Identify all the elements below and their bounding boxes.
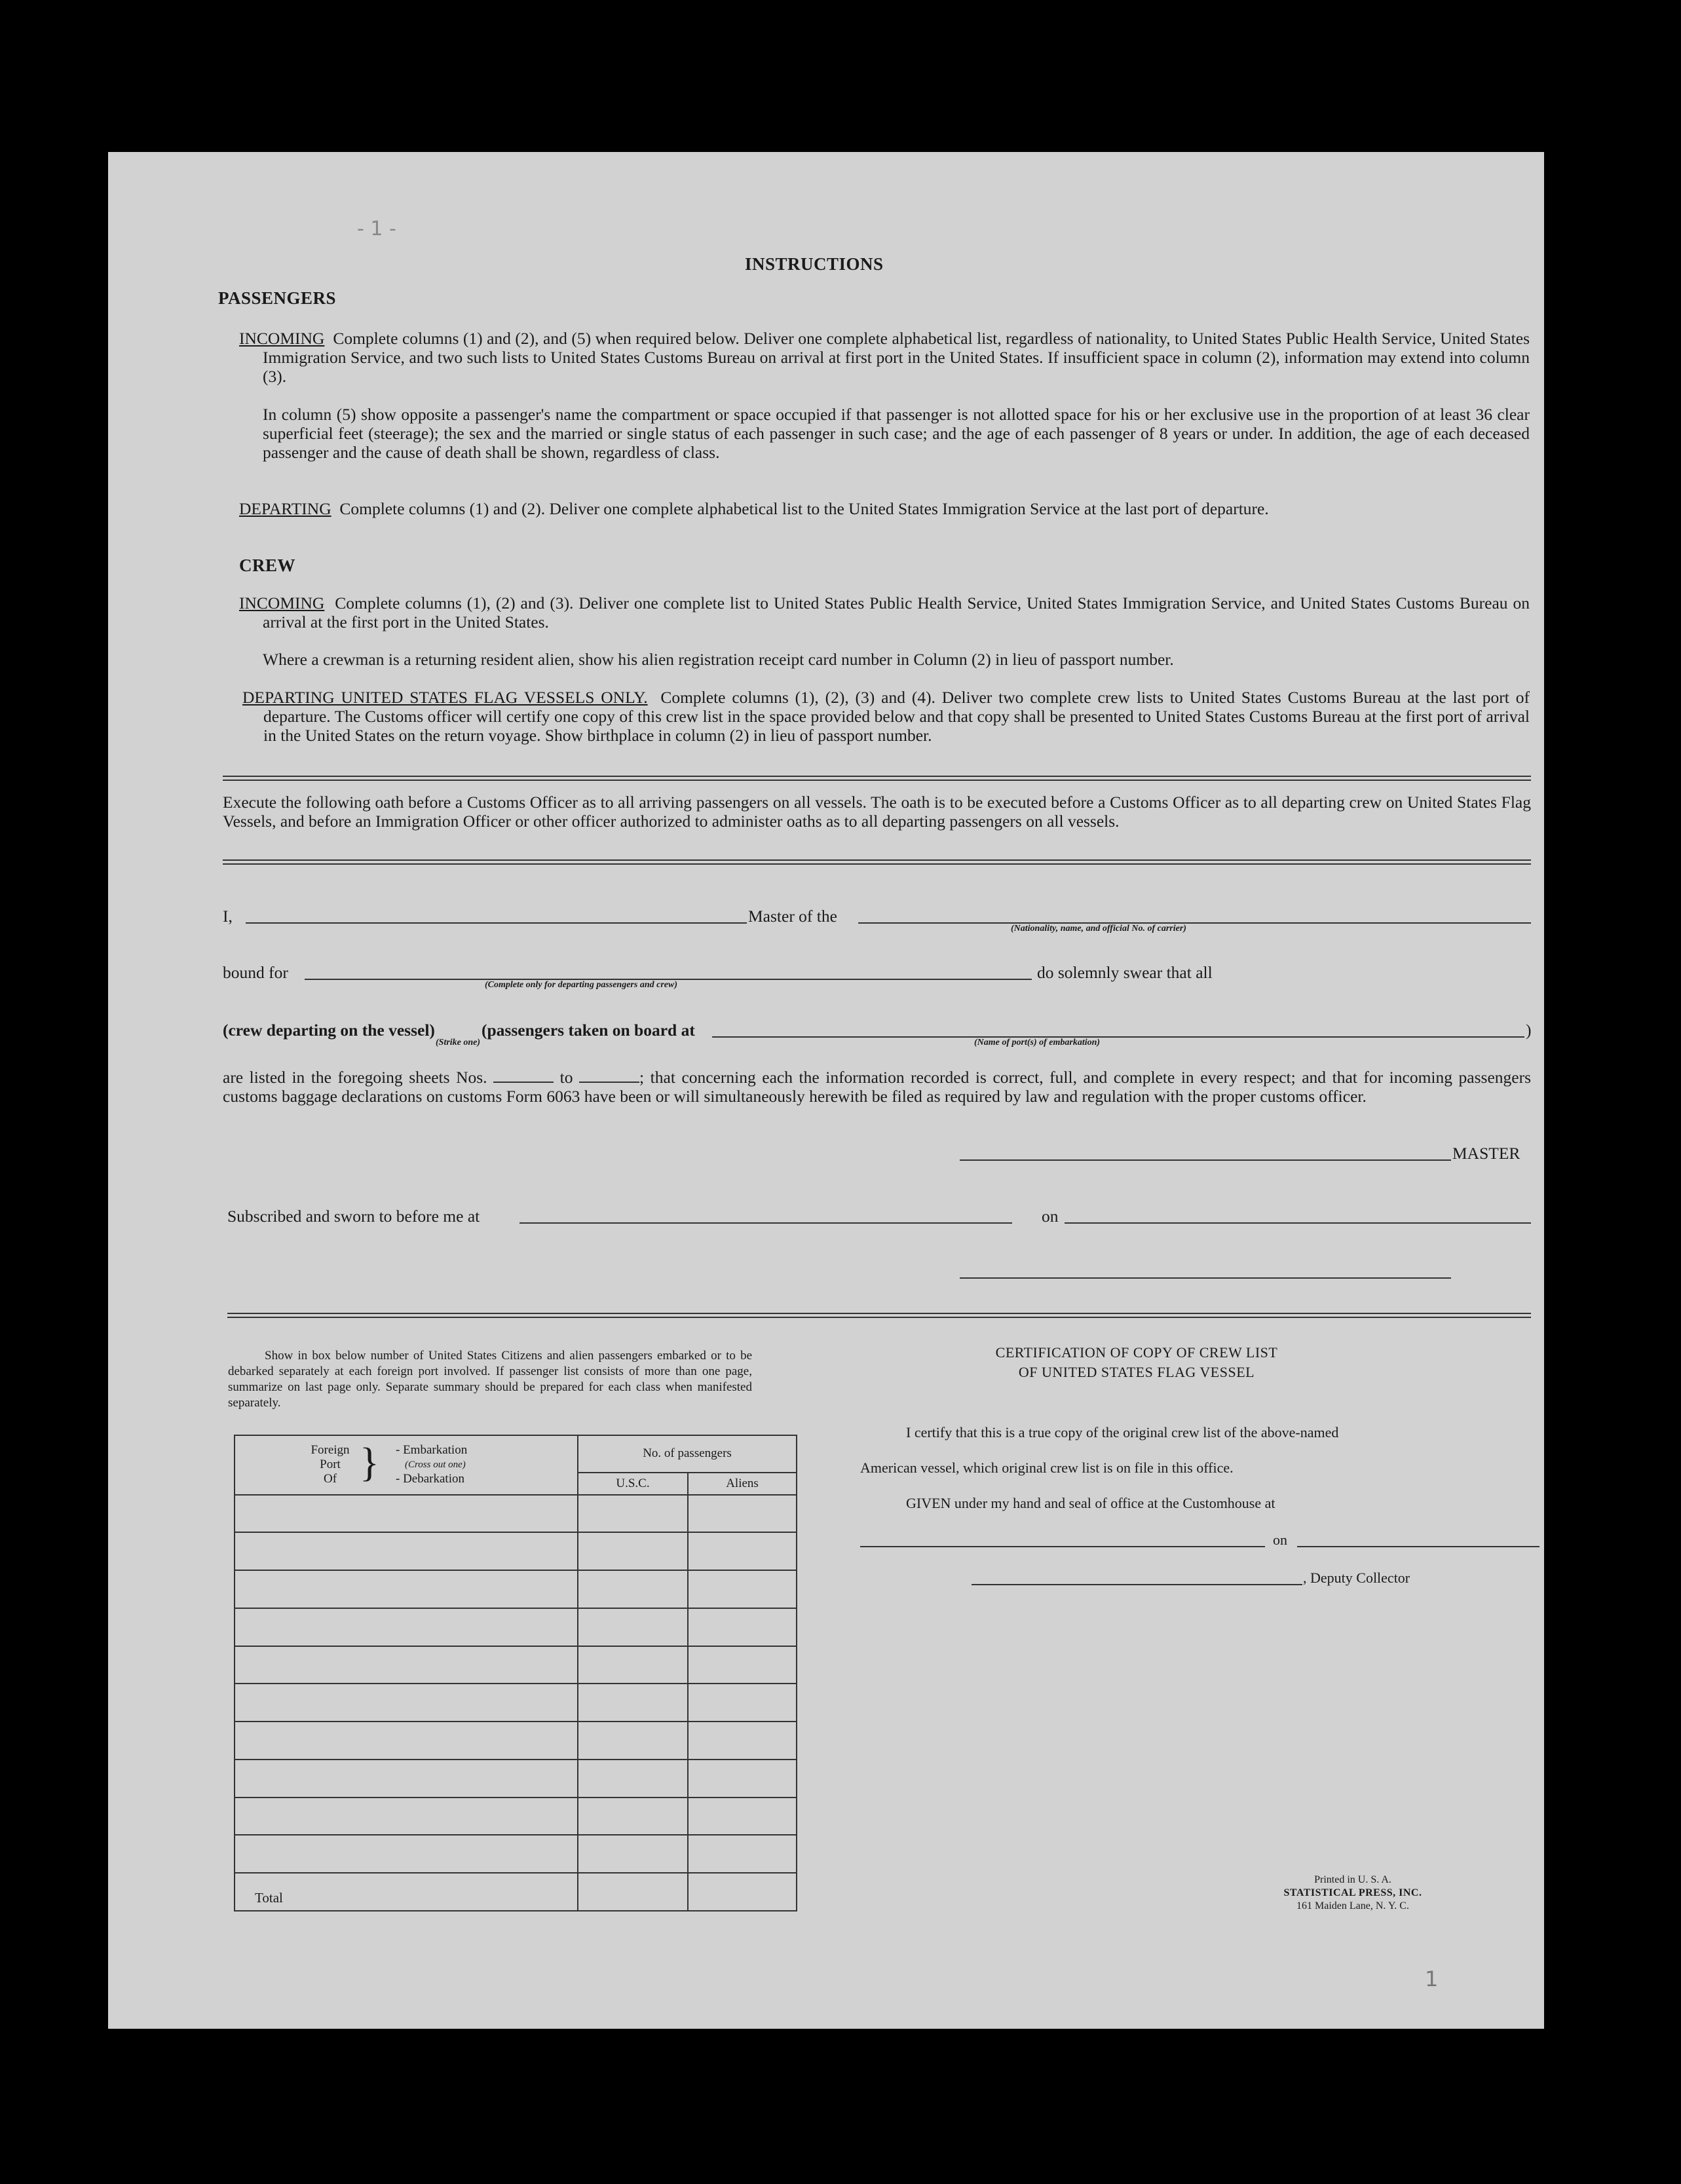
debarkation-label: - Debarkation	[396, 1472, 464, 1486]
total-label: Total	[235, 1873, 578, 1911]
strike-hint: (Strike one)	[436, 1038, 481, 1047]
port-hint: (Name of port(s) of embarkation)	[974, 1038, 1101, 1047]
summary-instruction-block	[228, 1348, 752, 1411]
summary-aliens-cell[interactable]	[688, 1532, 797, 1570]
summary-usc-cell[interactable]	[578, 1570, 688, 1608]
summary-aliens-cell[interactable]	[688, 1495, 797, 1533]
oath-instruction-text: Execute the following oath before a Customs Officer as to all arriving passengers on all vessels. The oath is to be executed before a Customs Officer as to all departing crew on United States Flag Vessels, and before an Immigration Officer or other officer authorized to administer oaths as to all departing passengers on all vessels.	[223, 793, 1531, 831]
passengers-heading: PASSENGERS	[218, 288, 337, 308]
document-page	[108, 152, 1544, 2029]
summary-usc-cell[interactable]	[578, 1684, 688, 1722]
crew-departing-block	[242, 688, 1530, 745]
given-text: GIVEN under my hand and seal of office at the Customhouse at	[906, 1495, 1275, 1511]
cert-on-label: on	[1273, 1532, 1287, 1548]
port-label: Port	[320, 1458, 341, 1472]
crew-incoming-text: Complete columns (1), (2) and (3). Deliver one complete list to United States Public Health Service, United States Immigration Service, and United States Customs Bureau on arrival at the first port in the United States.	[263, 593, 1530, 631]
summary-port-cell[interactable]	[235, 1722, 578, 1760]
printer-line1: Printed in U. S. A.	[1314, 1874, 1391, 1885]
certification-title-line1: CERTIFICATION OF COPY OF CREW LIST	[995, 1344, 1278, 1361]
column5-block	[263, 405, 1530, 462]
departing-label: DEPARTING	[239, 499, 331, 518]
sworn-place-field[interactable]	[519, 1222, 1012, 1224]
instructions-title: INSTRUCTIONS	[745, 254, 884, 274]
summary-usc-cell[interactable]	[578, 1798, 688, 1836]
oath-i-label: I,	[223, 907, 233, 926]
printer-imprint	[1222, 1873, 1484, 1913]
passengers-option: (passengers taken on board at	[482, 1021, 695, 1040]
listed-label: are listed in the foregoing sheets Nos.	[223, 1068, 487, 1087]
summary-port-cell[interactable]	[235, 1646, 578, 1684]
listed-rest-text: ; that concerning each the information recorded is correct, full, and complete in every respect; and that for incoming passengers customs baggage declarations on customs Form 6063 have been or will simultaneously herewith be filed as required by law and regulation with the proper customs officer.	[223, 1068, 1532, 1106]
departing-text: Complete columns (1) and (2). Deliver one complete alphabetical list to the United States Immigration Service at the last port of departure.	[339, 499, 1269, 518]
summary-instruction-text: Show in box below number of United States Citizens and alien passengers embarked or to be debarked separately at each foreign port involved. If passenger list consists of more than one page, summarize on last page only. Separate summary should be prepared for each class when manifested separately.	[228, 1349, 752, 1410]
deputy-label: , Deputy Collector	[1303, 1570, 1410, 1586]
section-divider	[223, 859, 1531, 865]
usc-header: U.S.C.	[578, 1473, 688, 1495]
officer-signature-field[interactable]	[960, 1277, 1451, 1279]
foreign-label: Foreign	[311, 1443, 350, 1458]
swear-label: do solemnly swear that all	[1037, 963, 1213, 982]
crew-departing-label: DEPARTING UNITED STATES FLAG VESSELS ONLY.	[242, 688, 648, 707]
summary-port-cell[interactable]	[235, 1570, 578, 1608]
embarkation-label: - Embarkation	[396, 1443, 468, 1458]
summary-aliens-cell[interactable]	[688, 1608, 797, 1646]
crew-incoming-label: INCOMING	[239, 593, 325, 612]
resident-alien-block	[263, 650, 1530, 669]
summary-port-cell[interactable]	[235, 1798, 578, 1836]
cross-out-hint: (Cross out one)	[405, 1459, 466, 1471]
to-label: to	[559, 1068, 573, 1087]
certify-line1: I certify that this is a true copy of the original crew list of the above-named	[906, 1424, 1339, 1440]
summary-usc-cell[interactable]	[578, 1722, 688, 1760]
summary-port-cell[interactable]	[235, 1608, 578, 1646]
carrier-hint: (Nationality, name, and official No. of carrier)	[1011, 924, 1186, 933]
master-name-field[interactable]	[246, 922, 747, 924]
summary-usc-cell[interactable]	[578, 1608, 688, 1646]
total-usc-cell[interactable]	[578, 1873, 688, 1911]
passengers-incoming-block	[239, 329, 1530, 386]
summary-aliens-cell[interactable]	[688, 1646, 797, 1684]
summary-usc-cell[interactable]	[578, 1532, 688, 1570]
cert-date-field[interactable]	[1297, 1546, 1539, 1547]
aliens-header: Aliens	[688, 1473, 797, 1495]
no-passengers-header: No. of passengers	[578, 1435, 797, 1473]
crew-departing-text: Complete columns (1), (2), (3) and (4). Deliver two complete crew lists to United States Customs Bureau at the last port of departure. The Customs officer will certify one copy of this crew list in the space provided below and that copy shall be presented to United States Customs Bureau at the first port of arrival in the United States on the return voyage. Show birthplace in column (2) in lieu of passport number.	[263, 688, 1530, 745]
close-paren: )	[1526, 1021, 1532, 1040]
summary-aliens-cell[interactable]	[688, 1835, 797, 1873]
resident-alien-text: Where a crewman is a returning resident alien, show his alien registration receipt card number in Column (2) in lieu of passport number.	[263, 650, 1174, 669]
summary-usc-cell[interactable]	[578, 1495, 688, 1533]
port-embarkation-field[interactable]	[712, 1036, 1524, 1038]
summary-aliens-cell[interactable]	[688, 1570, 797, 1608]
sworn-date-field[interactable]	[1065, 1222, 1531, 1224]
summary-port-cell[interactable]	[235, 1532, 578, 1570]
incoming-label: INCOMING	[239, 329, 325, 348]
summary-port-cell[interactable]	[235, 1684, 578, 1722]
listed-sheets-block	[223, 1068, 1531, 1106]
column5-text: In column (5) show opposite a passenger's name the compartment or space occupied if that passenger is not allotted space for his or her exclusive use in the proportion of at least 36 clear superficial feet (steerage); the sex and the married or single status of each passenger in such case; and the age of each passenger of 8 years or under. In addition, the age of each deceased passenger and the cause of death shall be shown, regardless of class.	[263, 405, 1530, 462]
summary-aliens-cell[interactable]	[688, 1684, 797, 1722]
summary-port-cell[interactable]	[235, 1835, 578, 1873]
certification-title-line2: OF UNITED STATES FLAG VESSEL	[1018, 1364, 1255, 1380]
summary-port-cell[interactable]	[235, 1760, 578, 1798]
section-divider	[223, 776, 1531, 781]
sheet-to-field[interactable]	[579, 1082, 639, 1083]
master-of-label: Master of the	[748, 907, 837, 926]
sworn-on-label: on	[1042, 1207, 1059, 1226]
summary-aliens-cell[interactable]	[688, 1798, 797, 1836]
summary-usc-cell[interactable]	[578, 1646, 688, 1684]
printer-line3: 161 Maiden Lane, N. Y. C.	[1296, 1900, 1409, 1911]
crew-departing-option: (crew departing on the vessel)	[223, 1021, 435, 1040]
customhouse-field[interactable]	[860, 1546, 1265, 1547]
passenger-summary-table	[234, 1435, 797, 1911]
certification-title	[852, 1343, 1422, 1382]
deputy-signature-field[interactable]	[972, 1584, 1302, 1585]
summary-usc-cell[interactable]	[578, 1835, 688, 1873]
carrier-field[interactable]	[858, 922, 1531, 924]
oath-instruction-block	[223, 793, 1531, 831]
summary-aliens-cell[interactable]	[688, 1722, 797, 1760]
sheet-from-field[interactable]	[493, 1082, 554, 1083]
subscribed-label: Subscribed and sworn to before me at	[227, 1207, 480, 1226]
of-label: Of	[323, 1472, 337, 1486]
total-aliens-cell[interactable]	[688, 1873, 797, 1911]
printer-line2: STATISTICAL PRESS, INC.	[1283, 1887, 1422, 1898]
bound-for-label: bound for	[223, 963, 288, 982]
page-corner-number: 1	[1425, 1967, 1439, 1991]
summary-usc-cell[interactable]	[578, 1760, 688, 1798]
summary-aliens-cell[interactable]	[688, 1760, 797, 1798]
section-divider	[227, 1313, 1531, 1318]
page-number-mark: - 1 -	[357, 217, 396, 240]
master-signature-field[interactable]	[960, 1159, 1451, 1161]
brace-glyph: }	[360, 1440, 379, 1486]
certify-line2: American vessel, which original crew list is on file in this office.	[860, 1459, 1234, 1476]
master-label: MASTER	[1452, 1144, 1520, 1163]
incoming-text: Complete columns (1) and (2), and (5) when required below. Deliver one complete alphabetical list, regardless of nationality, to United States Public Health Service, United States Immigration Service, and two such lists to United States Customs Bureau on arrival at first port in the United States. If insufficient space in column (2), information may extend into column (3).	[263, 329, 1530, 386]
port-header-cell	[235, 1435, 578, 1495]
bound-for-hint: (Complete only for departing passengers and crew)	[485, 980, 677, 990]
crew-incoming-block	[239, 593, 1530, 631]
passengers-departing-block	[239, 499, 1530, 518]
summary-port-cell[interactable]	[235, 1495, 578, 1533]
crew-heading: CREW	[239, 555, 296, 575]
